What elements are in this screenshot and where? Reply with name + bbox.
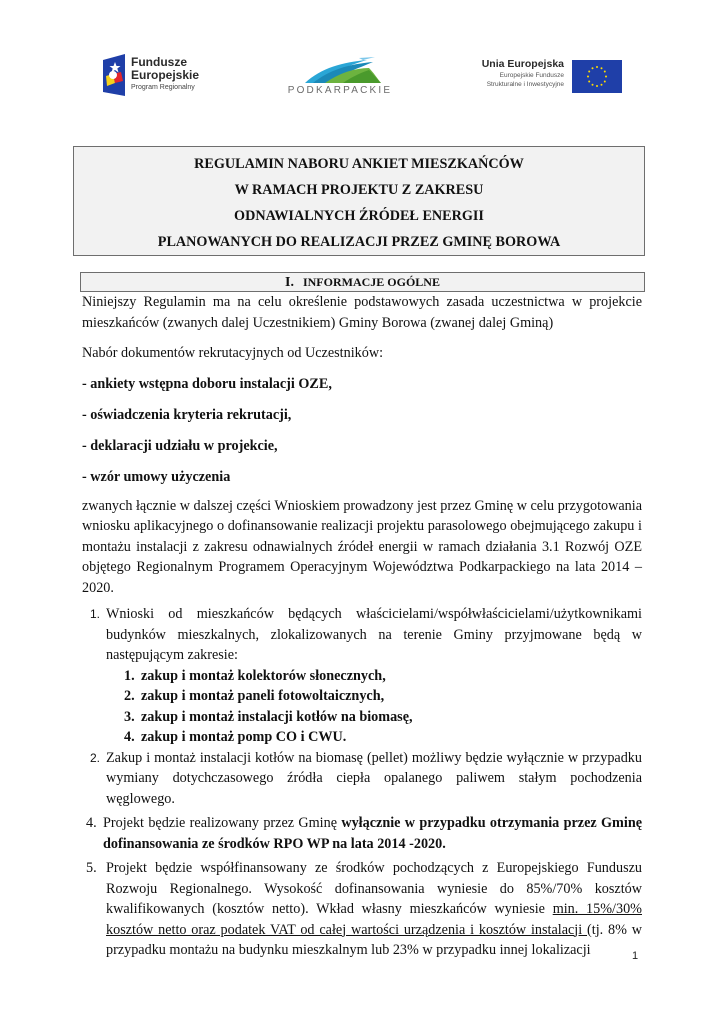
wniosek-paragraph: zwanych łącznie w dalszej części Wnioskiem prowadzony jest przez Gminę w celu przygotowania wniosku aplikacyjnego o dofinansowanie realizacji projektu parasolowego obejmującego zakupu i montażu instalacji z zakresu odnawialnych źródeł energii w ramach działania 3.1 Rozwój OZE objętego Regionalnym Programem Operacyjnym Województwa Podkarpackiego na lata 2014 – 2020. [82,497,642,596]
sub-list-text: zakup i montaż kolektorów słonecznych, [141,667,386,684]
unia-europejska-text [482,58,564,89]
title-line-2: W RAMACH PROJEKTU Z ZAKRESU [234,182,484,198]
list-item-text-underlined: min. 15%/30% kosztów netto oraz podatek VAT od całej wartości urządzenia i kosztów instalacji [106,901,642,938]
unia-europejska-logo [470,58,622,96]
sub-list-item [82,727,642,748]
list-item-2 [82,748,642,810]
list-item-5 [82,858,642,961]
sub-list-text: zakup i montaż paneli fotowoltaicznych, [141,688,385,704]
list-item-text: Zakup i montaż instalacji kotłów na biomasę (pellet) możliwy będzie wyłącznie w przypadku wymiany dotychczasowego źródła ciepła opalanego paliwem stałym pochodzenia węglowego. [106,749,642,807]
bullet-item: - oświadczenia kryteria rekrutacji, [82,406,292,423]
list-item-text: Projekt będzie współfinansowany ze środków pochodzących z Europejskiego Funduszu Rozwoju Regionalnego. Wysokość dofinansowania wyniesie do 85%/70% kosztów kwalifikowanych (kosztów netto). Wkład własny mieszkańców wyniesie [106,860,642,917]
section-header [80,272,645,292]
list-marker: 4. [86,815,97,831]
document-body [82,292,642,961]
podkarpackie-text: PODKARPACKIE [287,85,393,96]
section-title: INFORMACJE OGÓLNE [302,275,440,289]
list-item-4 [82,813,642,854]
ue-line2: Europejskie Fundusze [499,72,564,79]
document-title-box [73,146,645,256]
fe-line1: Fundusze [131,55,187,69]
bullet-item: - ankiety wstępna doboru instalacji OZE, [82,375,332,392]
eu-flag-icon [572,60,622,93]
nabor-paragraph: Nabór dokumentów rekrutacyjnych od Uczestników: [82,345,384,361]
podkarpackie-wave-icon [303,56,383,84]
list-item-1 [82,604,642,666]
list-item-text: Wnioski od mieszkańców będących właścicielami/współwłaścicielami/użytkownikami budynków mieszkalnych, zlokalizowanych na terenie Gminy przyjmowane będą w następującym zakresie: [106,606,642,663]
title-line-4: PLANOWANYCH DO REALIZACJI PRZEZ GMINĘ BOROWA [157,234,561,250]
fundusze-europejskie-flag-icon [103,54,125,96]
podkarpackie-logo [285,56,395,98]
sub-list-item [82,707,642,728]
list-marker: 5. [86,860,97,876]
intro-paragraph: Niniejszy Regulamin ma na celu określenie podstawowych zasada uczestnictwa w projekcie mieszkańców (zwanych dalej Uczestnikiem) Gminy Borowa (zwanej dalej Gminą) [82,294,642,331]
sub-list-item [82,666,642,687]
header-logo-bar [0,52,725,100]
title-line-3: ODNAWIALNYCH ŹRÓDEŁ ENERGII [234,208,484,224]
sub-list [82,666,642,748]
sub-list-marker: 4. [124,729,135,745]
fundusze-europejskie-text [131,56,199,93]
ue-line3: Strukturalne i Inwestycyjne [486,81,564,88]
sub-list-item [82,686,642,707]
fe-line3: Program Regionalny [131,84,195,91]
list-marker: 1. [90,607,101,621]
sub-list-marker: 2. [124,688,135,704]
sub-list-text: zakup i montaż instalacji kotłów na biomasę, [141,708,413,725]
fundusze-europejskie-logo [103,54,213,98]
list-marker: 2. [90,750,101,765]
ue-line1: Unia Europejska [481,58,564,70]
title-line-1: REGULAMIN NABORU ANKIET MIESZKAŃCÓW [194,156,524,172]
list-item-text-bold: wyłącznie w przypadku otrzymania przez Gminę dofinansowania ze środków RPO WP na lata 2014 -2020. [103,815,643,852]
sub-list-text: zakup i montaż pomp CO i CWU. [141,729,347,745]
page-number: 1 [632,950,639,962]
list-item-text: Projekt będzie realizowany przez Gminę [103,815,342,831]
numbered-list [82,604,642,961]
list-item-text-tail: (tj. 8% w przypadku montażu na budynku mieszkalnym lub 23% w przypadku innej lokalizacji [106,921,642,958]
fe-line2: Europejskie [131,68,200,82]
bullet-item: - wzór umowy użyczenia [82,468,231,485]
bullet-item: - deklaracji udziału w projekcie, [82,437,278,454]
sub-list-marker: 1. [124,667,135,684]
sub-list-marker: 3. [124,708,135,725]
section-number: I. [285,275,294,290]
